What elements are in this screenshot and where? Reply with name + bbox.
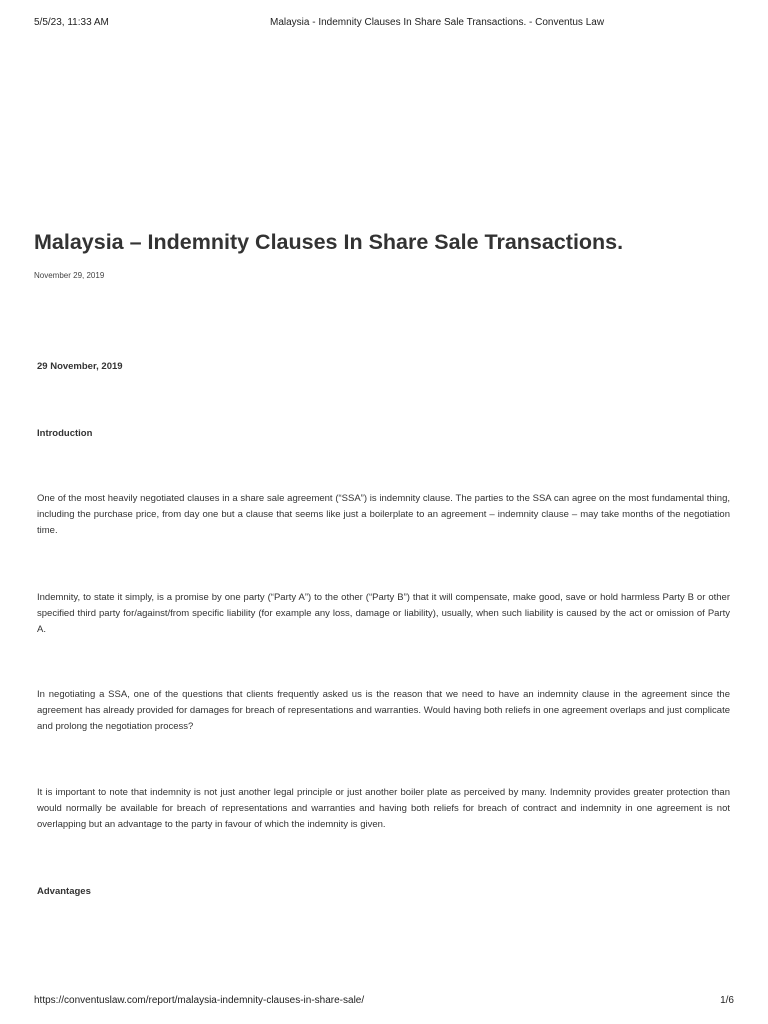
published-date: November 29, 2019 [34,271,105,280]
advantages-heading: Advantages [37,886,91,897]
article-title: Malaysia – Indemnity Clauses In Share Sale Transactions. [34,230,624,254]
page-number: 1/6 [720,995,734,1006]
paragraph-3: In negotiating a SSA, one of the questions that clients frequently asked us is the reason that we need to have an indemnity clause in the agreement since the agreement has already provided for damages for breach of representations and warranties. Would having both reliefs in one agreement overlaps and just complicate and prolong the negotiation process? [37,689,730,732]
paragraph-1: One of the most heavily negotiated clauses in a share sale agreement (“SSA”) is indemnity clause. The parties to the SSA can agree on the most fundamental thing, including the purchase price, from day one but a clause that seems like just a boilerplate to an agreement – indemnity clause – may take months of the negotiation time. [37,493,730,536]
paragraph-2: Indemnity, to state it simply, is a promise by one party (“Party A”) to the other (“Party B”) that it will compensate, make good, save or hold harmless Party B or other specified third party for/against/from specific liability (for example any loss, damage or liability), usually, when such liability is caused by the act or omission of Party A. [37,592,730,635]
date-line: 29 November, 2019 [37,361,123,372]
print-page-title: Malaysia - Indemnity Clauses In Share Sale Transactions. - Conventus Law [270,17,605,28]
paragraph-4: It is important to note that indemnity is not just another legal principle or just another boiler plate as perceived by many. Indemnity provides greater protection than would normally be available for breach of representations and warranties and having both reliefs for breach of contract and indemnity in one agreement is not overlapping but an advantage to the party in favour of which the indemnity is given. [37,787,730,830]
print-url: https://conventuslaw.com/report/malaysia-indemnity-clauses-in-share-sale/ [34,995,365,1006]
introduction-heading: Introduction [37,428,93,439]
print-datetime: 5/5/23, 11:33 AM [34,17,109,28]
